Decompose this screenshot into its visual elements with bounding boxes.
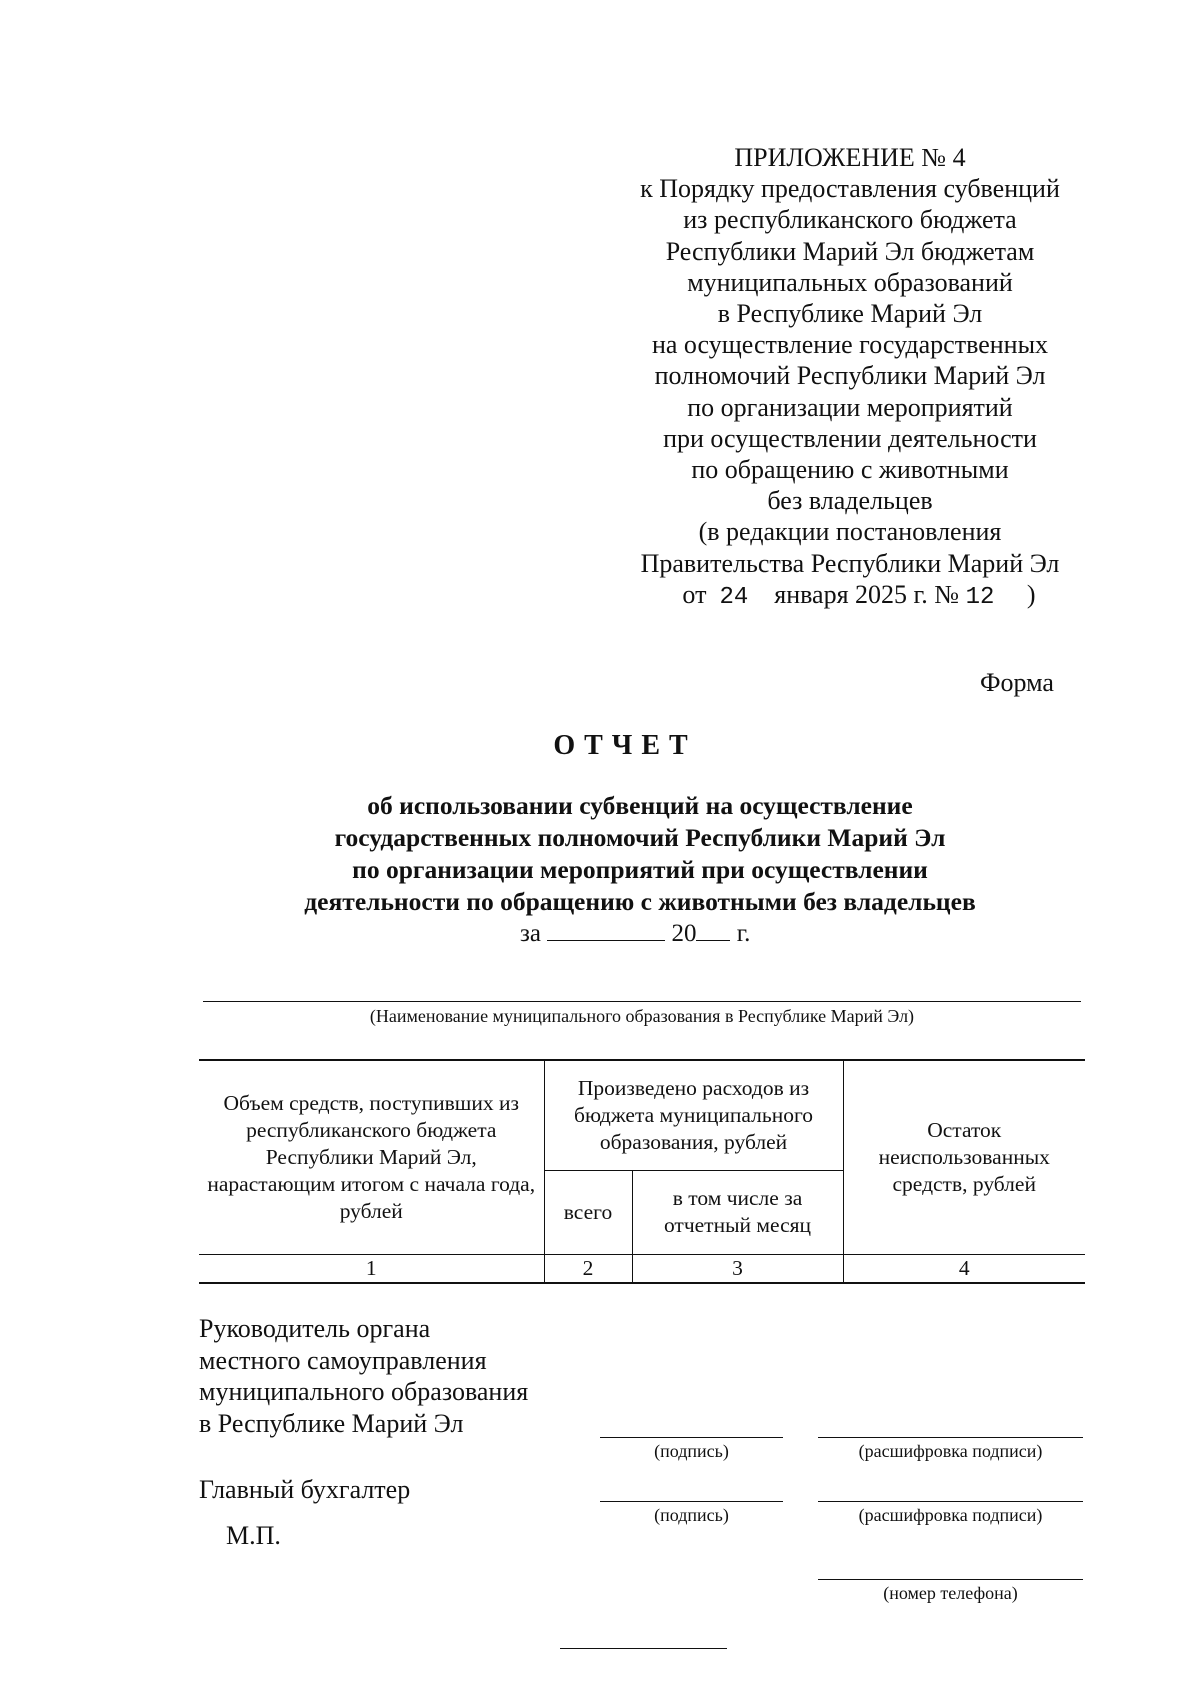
- closing-divider: [560, 1648, 727, 1649]
- period-suffix: г.: [736, 920, 751, 947]
- column-number: 2: [544, 1254, 632, 1283]
- appendix-line: по обращению с животными: [691, 455, 1009, 485]
- appendix-line: в Республике Марий Эл: [717, 299, 983, 329]
- appendix-header: [615, 142, 1085, 613]
- appendix-line: по организации мероприятий: [687, 392, 1013, 422]
- municipality-name-field[interactable]: [203, 1001, 1081, 1002]
- period-year-field[interactable]: [696, 918, 730, 941]
- head-decoding-caption: (расшифровка подписи): [858, 1441, 1043, 1461]
- column-number: 1: [199, 1254, 544, 1283]
- report-title-line: деятельности по обращению с животными без владельцев: [304, 887, 976, 916]
- accountant-signature-caption: (подпись): [654, 1505, 729, 1525]
- report-table: [199, 1059, 1085, 1284]
- appendix-line: из республиканского бюджета: [683, 205, 1017, 235]
- appendix-line: ПРИЛОЖЕНИЕ № 4: [734, 143, 966, 172]
- head-signature-caption: (подпись): [654, 1441, 729, 1461]
- column-number: 3: [632, 1254, 843, 1283]
- phone-field[interactable]: [818, 1579, 1083, 1580]
- appendix-line: к Порядку предоставления субвенций: [640, 174, 1060, 204]
- form-label: Форма: [980, 668, 1054, 697]
- header-expenses-total: всего: [544, 1170, 632, 1254]
- header-funds-received: Объем средств, поступивших из республиканского бюджета Республики Марий Эл, нарастающим итогом с начала года, рублей: [199, 1060, 544, 1254]
- head-decoding-field[interactable]: [818, 1437, 1083, 1438]
- report-title-line: об использовании субвенций на осуществление: [367, 791, 913, 820]
- accountant-signatory: Главный бухгалтер: [199, 1475, 411, 1504]
- appendix-line: при осуществлении деятельности: [663, 423, 1037, 453]
- appendix-line: на осуществление государственных: [651, 330, 1049, 360]
- head-signatory-line: Руководитель органа: [199, 1314, 431, 1343]
- report-title-line: по организации мероприятий при осуществлении: [352, 855, 928, 884]
- accountant-signature-field[interactable]: [600, 1501, 783, 1502]
- head-signatory-line: местного самоуправления: [199, 1345, 487, 1375]
- closing-paren: ): [1026, 579, 1036, 609]
- header-remaining: Остаток неиспользованных средств, рублей: [843, 1060, 1085, 1254]
- appendix-line: Правительства Республики Марий Эл: [640, 548, 1060, 578]
- appendix-line: Республики Марий Эл бюджетам: [665, 236, 1035, 266]
- resolution-day: 24: [719, 583, 749, 611]
- period-month-field[interactable]: [547, 918, 665, 941]
- resolution-month-year: января 2025 г. №: [774, 579, 960, 609]
- accountant-decoding-field[interactable]: [818, 1501, 1083, 1502]
- appendix-line: (в редакции постановления: [698, 517, 1002, 547]
- appendix-line: муниципальных образований: [687, 267, 1013, 297]
- date-prefix: от: [682, 579, 707, 609]
- period-prefix: за: [520, 920, 541, 947]
- column-number: 4: [843, 1254, 1085, 1283]
- head-signature-field[interactable]: [600, 1437, 783, 1438]
- header-expenses-month: в том числе за отчетный месяц: [632, 1170, 843, 1254]
- head-signatory-line: в Республике Марий Эл: [199, 1408, 464, 1438]
- report-title-line: государственных полномочий Республики Марий Эл: [334, 823, 946, 852]
- report-title: [200, 790, 1080, 918]
- phone-caption: (номер телефона): [883, 1583, 1018, 1603]
- report-heading: ОТЧЕТ: [553, 730, 697, 761]
- header-expenses: Произведено расходов из бюджета муниципального образования, рублей: [544, 1060, 843, 1170]
- stamp-place: М.П.: [226, 1521, 281, 1550]
- head-signatory: [199, 1313, 528, 1439]
- resolution-number: 12: [965, 583, 995, 611]
- resolution-date-line: [615, 579, 1085, 613]
- appendix-line: без владельцев: [767, 486, 933, 516]
- municipality-caption: (Наименование муниципального образования в Республике Марий Эл): [369, 1006, 915, 1026]
- head-signatory-line: муниципального образования: [199, 1377, 529, 1406]
- report-period: [520, 918, 750, 948]
- appendix-line: полномочий Республики Марий Эл: [654, 361, 1046, 391]
- period-year-prefix: 20: [671, 920, 697, 947]
- accountant-decoding-caption: (расшифровка подписи): [858, 1505, 1043, 1525]
